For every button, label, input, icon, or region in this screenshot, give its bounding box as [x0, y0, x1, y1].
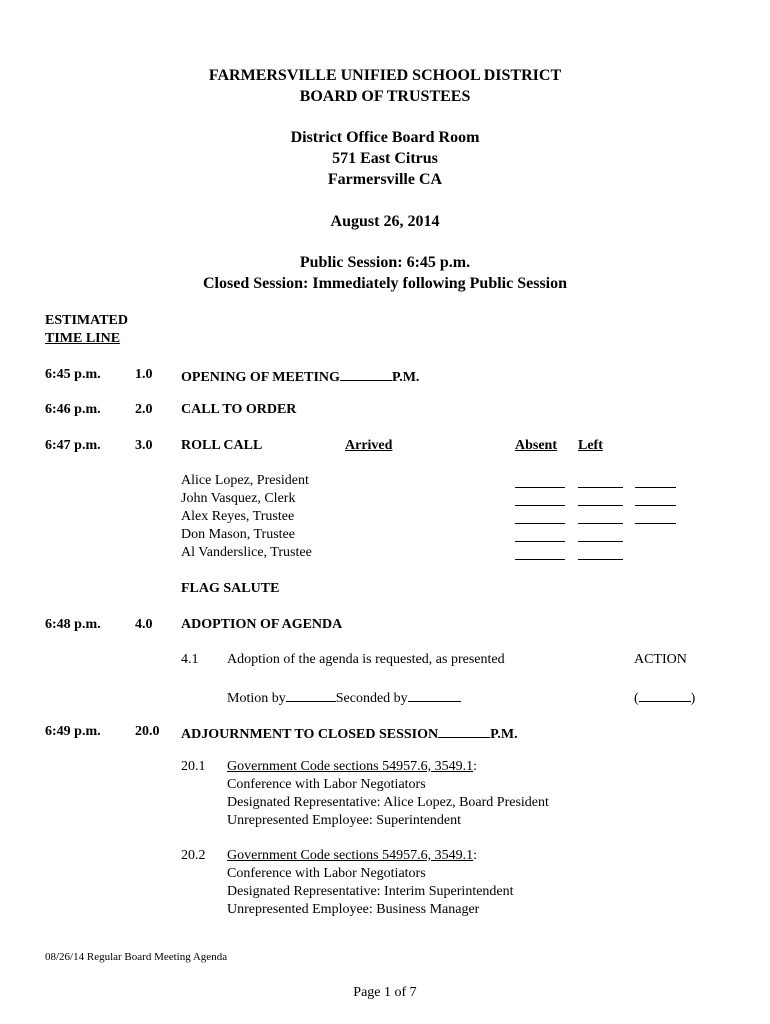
absent-blank[interactable] — [515, 541, 565, 542]
code-reference — [227, 758, 477, 776]
item-time: 6:48 p.m. — [45, 617, 101, 632]
member-name: Don Mason, Trustee — [181, 527, 295, 542]
extra-blank[interactable] — [635, 505, 676, 506]
location-name: District Office Board Room — [290, 129, 480, 146]
item-time: 6:49 p.m. — [45, 724, 101, 739]
closed-item-line: Designated Representative: Interim Superintendent — [227, 884, 514, 899]
extra-blank[interactable] — [635, 523, 676, 524]
left-blank[interactable] — [578, 487, 623, 488]
item-title-opening — [181, 366, 419, 387]
paren-open: ( — [634, 691, 639, 706]
seconded-label: Seconded by — [335, 691, 408, 706]
item-title-adjournment — [181, 723, 518, 744]
closed-session: Closed Session: Immediately following Public Session — [202, 275, 568, 292]
closed-item-line: Conference with Labor Negotiators — [227, 777, 426, 792]
item-suffix: P.M. — [490, 727, 518, 742]
seconded-blank[interactable] — [408, 687, 461, 702]
absent-blank[interactable] — [515, 505, 565, 506]
action-result — [634, 687, 695, 708]
code-colon: : — [473, 848, 478, 863]
public-session: Public Session: 6:45 p.m. — [299, 254, 471, 271]
motion-blank[interactable] — [286, 687, 336, 702]
item-title-call-to-order: CALL TO ORDER — [181, 402, 297, 417]
subitem-number: 4.1 — [181, 652, 199, 667]
member-name: Alice Lopez, President — [181, 473, 309, 488]
item-number: 2.0 — [135, 402, 153, 417]
code-colon: : — [473, 759, 478, 774]
member-name: Alex Reyes, Trustee — [181, 509, 295, 524]
left-blank[interactable] — [578, 559, 623, 560]
item-time: 6:47 p.m. — [45, 438, 101, 453]
extra-blank[interactable] — [635, 487, 676, 488]
motion-label: Motion by — [227, 691, 286, 706]
subitem-number: 20.1 — [181, 759, 206, 774]
time-blank[interactable] — [340, 366, 392, 381]
item-title-roll-call: ROLL CALL — [181, 438, 263, 453]
left-blank[interactable] — [578, 541, 623, 542]
subitem-text: Adoption of the agenda is requested, as presented — [227, 652, 505, 667]
page-number: Page 1 of 7 — [353, 985, 417, 1000]
district-title: FARMERSVILLE UNIFIED SCHOOL DISTRICT — [208, 67, 562, 84]
col-left: Left — [578, 438, 603, 453]
paren-close: ) — [690, 691, 696, 706]
item-suffix: P.M. — [391, 370, 420, 385]
item-number: 1.0 — [135, 367, 153, 382]
timeline-label-time-line: TIME LINE — [45, 331, 121, 346]
item-time: 6:46 p.m. — [45, 402, 101, 417]
item-title-text: ADJOURNMENT TO CLOSED SESSION — [181, 727, 439, 742]
action-blank[interactable] — [639, 687, 691, 702]
motion-line — [227, 687, 461, 708]
address: 571 East Citrus — [332, 150, 438, 167]
member-name: Al Vanderslice, Trustee — [181, 545, 312, 560]
action-label: ACTION — [634, 652, 687, 667]
closed-item-line: Unrepresented Employee: Superintendent — [227, 813, 462, 828]
member-name: John Vasquez, Clerk — [181, 491, 296, 506]
board-title: BOARD OF TRUSTEES — [299, 88, 471, 105]
city: Farmersville CA — [327, 171, 443, 188]
meeting-date: August 26, 2014 — [330, 213, 440, 230]
item-number: 3.0 — [135, 438, 153, 453]
item-time: 6:45 p.m. — [45, 367, 101, 382]
item-title-text: OPENING OF MEETING — [181, 370, 340, 385]
item-title-adoption: ADOPTION OF AGENDA — [181, 617, 343, 632]
left-blank[interactable] — [578, 505, 623, 506]
closed-item-line: Unrepresented Employee: Business Manager — [227, 902, 480, 917]
absent-blank[interactable] — [515, 523, 565, 524]
footer-label: 08/26/14 Regular Board Meeting Agenda — [45, 951, 228, 963]
col-arrived: Arrived — [345, 438, 393, 453]
item-number: 4.0 — [135, 617, 153, 632]
closed-item-line: Conference with Labor Negotiators — [227, 866, 426, 881]
timeline-label-estimated: ESTIMATED — [45, 313, 128, 328]
time-blank[interactable] — [438, 723, 490, 738]
absent-blank[interactable] — [515, 559, 565, 560]
item-number: 20.0 — [135, 724, 160, 739]
left-blank[interactable] — [578, 523, 623, 524]
closed-item-line: Designated Representative: Alice Lopez, Board President — [227, 795, 549, 810]
absent-blank[interactable] — [515, 487, 565, 488]
code-text: Government Code sections 54957.6, 3549.1 — [227, 848, 474, 863]
col-absent: Absent — [515, 438, 558, 453]
subitem-number: 20.2 — [181, 848, 206, 863]
flag-salute: FLAG SALUTE — [181, 581, 280, 596]
code-text: Government Code sections 54957.6, 3549.1 — [227, 759, 474, 774]
code-reference — [227, 847, 477, 865]
